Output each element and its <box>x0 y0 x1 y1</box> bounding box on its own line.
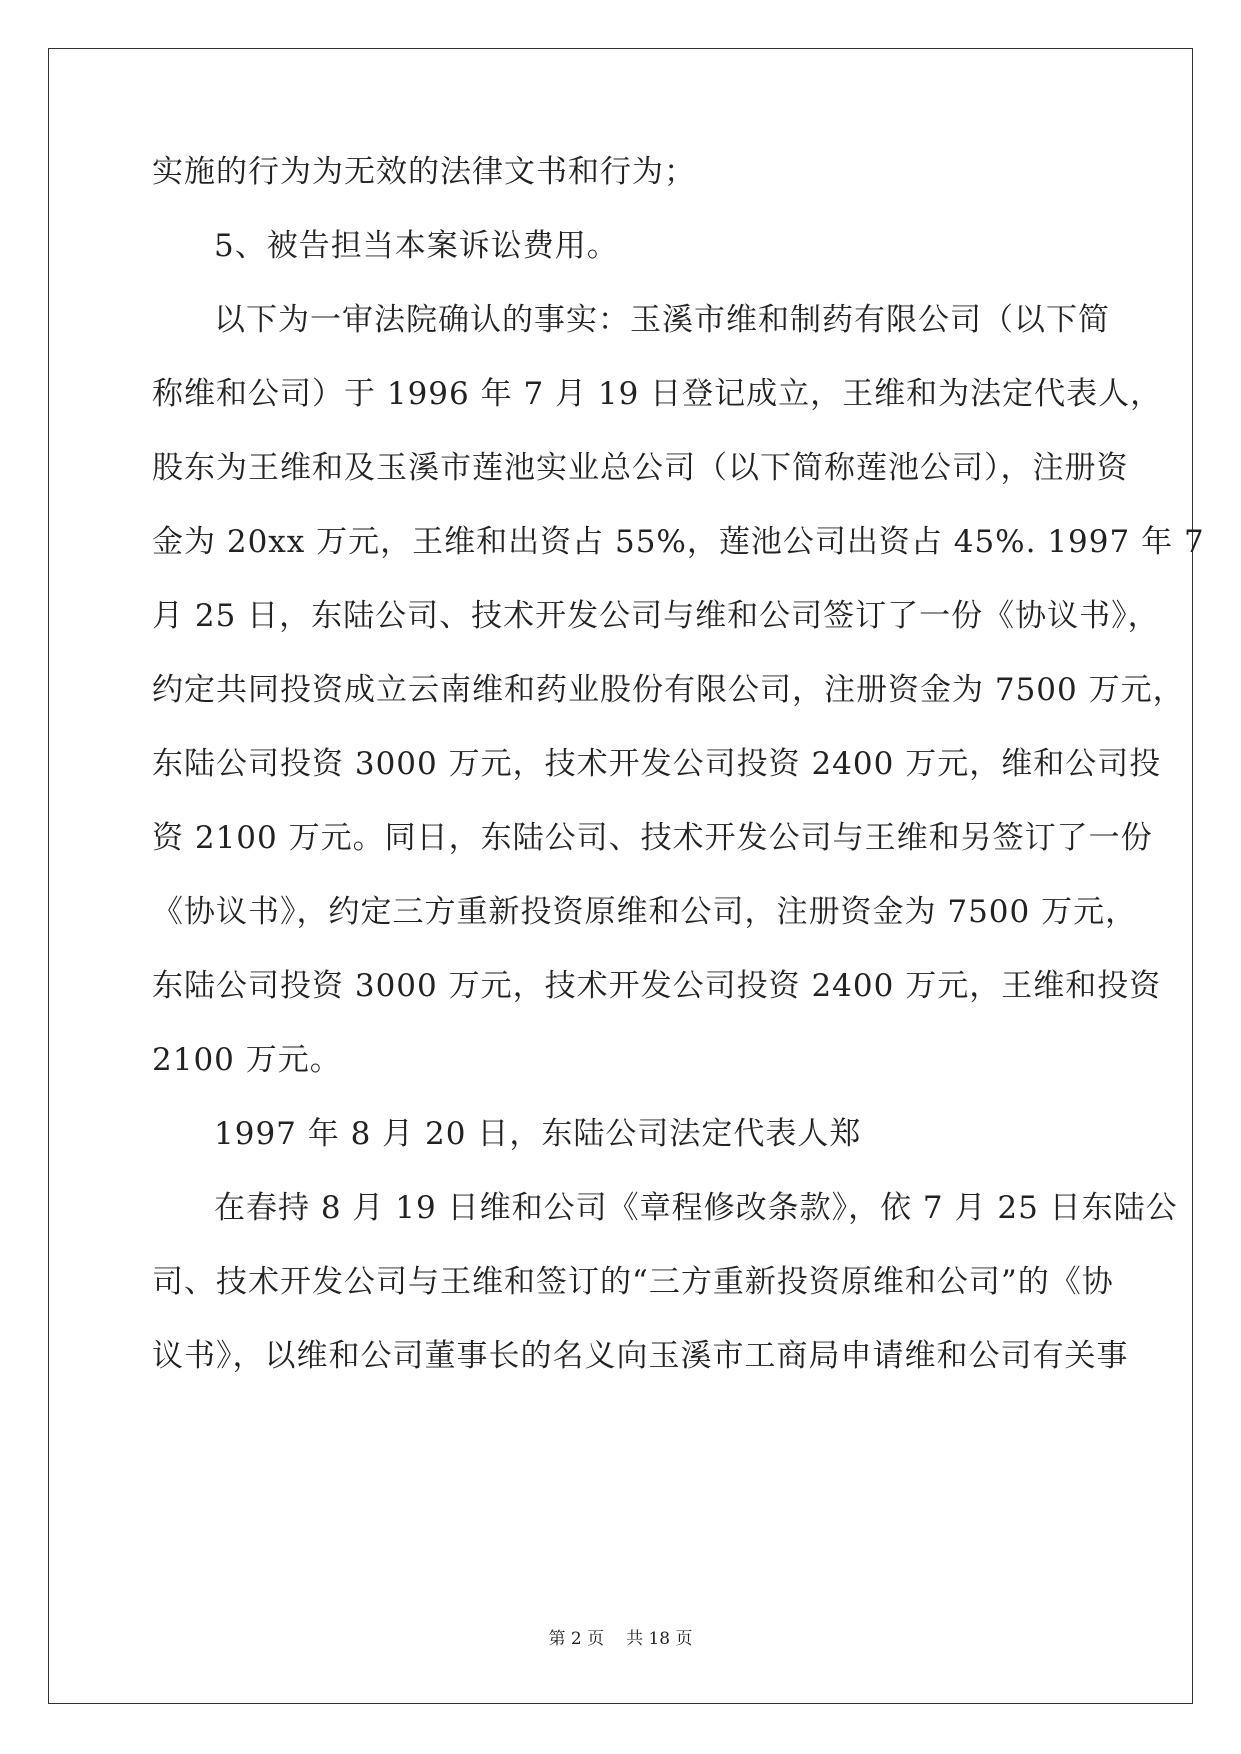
body-line: 股东为王维和及玉溪市莲池实业总公司（以下简称莲池公司），注册资 <box>152 450 1129 486</box>
body-line: 东陆公司投资 3000 万元，技术开发公司投资 2400 万元，维和公司投 <box>152 746 1162 782</box>
body-line: 金为 20xx 万元，王维和出资占 55%，莲池公司出资占 45%. 1997 年 7 <box>152 524 1205 560</box>
body-line: 以下为一审法院确认的事实：玉溪市维和制药有限公司（以下简 <box>214 302 1110 338</box>
body-line: 资 2100 万元。同日，东陆公司、技术开发公司与王维和另签订了一份 <box>152 820 1153 856</box>
body-line: 月 25 日，东陆公司、技术开发公司与维和公司签订了一份《协议书》， <box>152 598 1160 634</box>
body-line: 《协议书》，约定三方重新投资原维和公司，注册资金为 7500 万元， <box>152 894 1138 930</box>
page-total: 共 18 页 <box>626 1629 693 1649</box>
body-line: 东陆公司投资 3000 万元，技术开发公司投资 2400 万元，王维和投资 <box>152 968 1162 1004</box>
body-line: 实施的行为为无效的法律文书和行为； <box>152 154 696 190</box>
body-line: 5、被告担当本案诉讼费用。 <box>214 228 619 264</box>
body-line: 在春持 8 月 19 日维和公司《章程修改条款》，依 7 月 25 日东陆公 <box>214 1190 1178 1226</box>
body-line: 司、技术开发公司与王维和签订的“三方重新投资原维和公司”的《协 <box>152 1264 1114 1300</box>
page-footer <box>0 1628 1241 1650</box>
body-line: 1997 年 8 月 20 日，东陆公司法定代表人郑 <box>214 1116 862 1152</box>
body-line: 称维和公司）于 1996 年 7 月 19 日登记成立，王维和为法定代表人， <box>152 376 1163 412</box>
body-line: 议书》，以维和公司董事长的名义向玉溪市工商局申请维和公司有关事 <box>152 1338 1129 1374</box>
body-line: 2100 万元。 <box>152 1042 342 1078</box>
page-number: 第 2 页 <box>548 1629 605 1649</box>
body-line: 约定共同投资成立云南维和药业股份有限公司，注册资金为 7500 万元， <box>152 672 1185 708</box>
page-border <box>48 48 1193 1704</box>
